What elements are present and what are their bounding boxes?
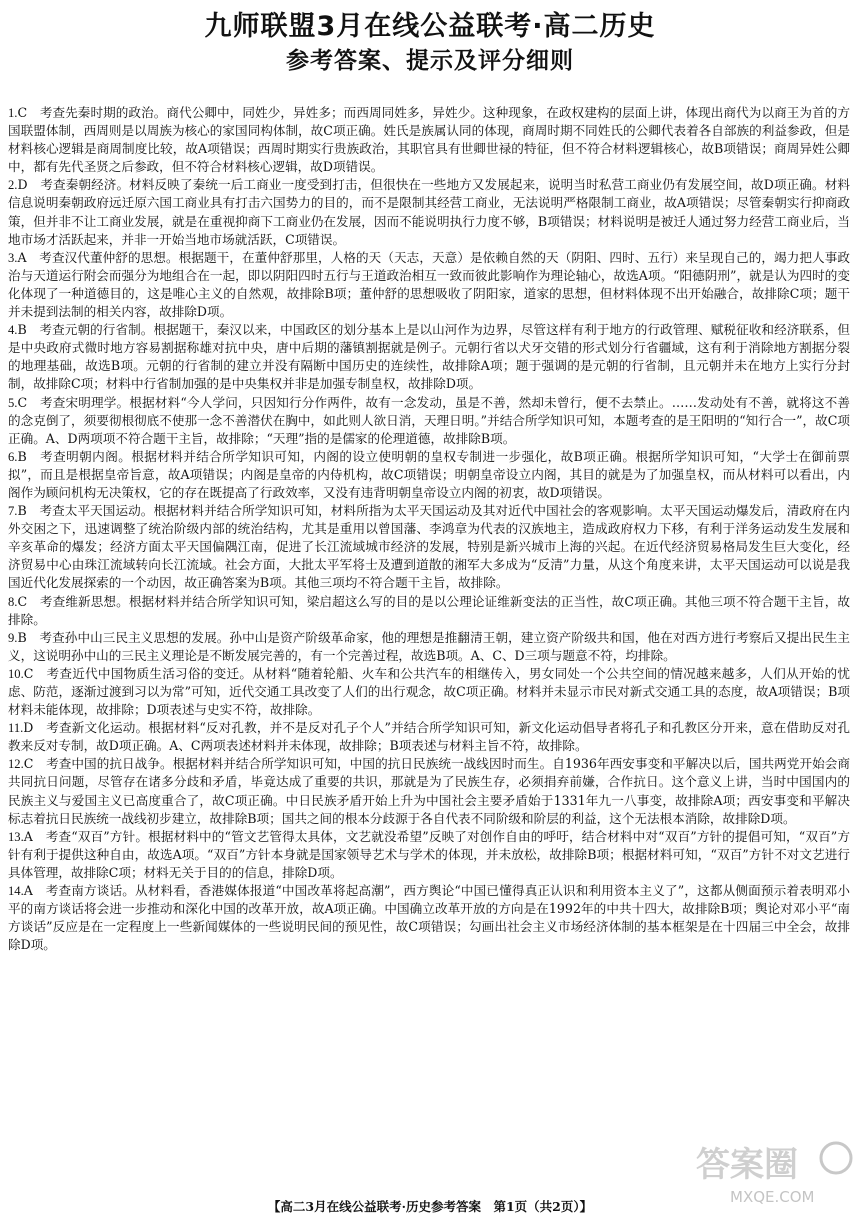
answer-text: C 考查宋明理学。根据材料“今人学问，只因知行分作两件，故有一念发动，虽是不善，然却未曾行，便不去禁止。……发动处有不善，就将这不善的念克倒了，须要彻根彻底不使那一念不善潜伏在胸中，如此则人欲日消，天理日明。”并结合所学知识可知，本题考查的是王阳明的“知行合一”，故C项正确。A、D两项项不符合题干主旨，故排除；“天理”指的是儒家的伦理道德，故排除B项。: [8, 394, 850, 446]
watermark-url: MXQE.COM: [730, 1188, 815, 1206]
document-subtitle: 参考答案、提示及评分细则: [286, 48, 574, 74]
answer-number: 11.: [8, 721, 24, 736]
answer-item-1: [8, 104, 850, 176]
answer-list: [8, 104, 850, 954]
answer-item-3: [8, 249, 850, 321]
answer-number: 9.: [8, 630, 18, 645]
answer-number: 8.: [8, 594, 18, 609]
answer-text: A 考查“双百”方针。根据材料中的“管文艺管得太具体，文艺就没希望”反映了对创作自由的呼吁，结合材料中对“双百”方针的提倡可知，“双百”方针有利于提供这种自由，故选A项。“双百”方针本身就是国家领导艺术与学术的体现，并未放松，故排除B项；根据材料可知，“双百”方针不对文艺进行具体管理，故排除C项；材料无关于目的的信息，排除D项。: [8, 828, 850, 880]
answer-number: 4.: [8, 323, 18, 338]
answer-number: 13.: [8, 829, 24, 844]
answer-number: 10.: [8, 666, 24, 681]
answer-item-12: [8, 755, 850, 827]
answer-item-4: [8, 321, 850, 393]
answer-number: 3.: [8, 250, 18, 265]
watermark-ring-icon: [821, 1143, 851, 1173]
answer-item-10: [8, 665, 850, 719]
answer-text: B 考查元朝的行省制。根据题干，秦汉以来，中国政区的划分基本上是以山河作为边界，尽管这样有利于地方的行政管理、赋税征收和经济联系，但是中央政府式微时地方容易割据称雄对抗中央，唐中后期的藩镇割据就是例子。元朝行省以犬牙交错的形式划分行省疆域，这有利于消除地方割据分裂的地理基础，故选B项。元朝的行省制的建立并没有隔断中国历史的连续性，故排除A项；题于强调的是元朝的行省制，且元朝并未在地方上实行分封制，故排除C项；材料中行省制加强的是中央集权并非是加强专制皇权，故排除D项。: [8, 322, 850, 392]
answer-number: 7.: [8, 504, 18, 519]
answer-item-14: [8, 882, 850, 954]
answer-text: B 考查明朝内阁。根据材料并结合所学知识可知，内阁的设立使明朝的皇权专制进一步强化，故B项正确。根据所学知识可知，“大学士在御前票拟”，而且是根据皇帝旨意，故A项错误；内阁是皇帝的内侍机构，故C项错误；明朝皇帝设立内阁，其目的就是为了加强皇权，而从材料可以看出，内阁作为顾问机构无决策权，它的存在既提高了行政效率，又没有违背明朝皇帝设立内阁的初衷，故D项错误。: [8, 448, 850, 500]
answer-text: C 考查中国的抗日战争。根据材料并结合所学知识可知，中国的抗日民族统一战线因时而生。自1936年西安事变和平解决以后，国共两党开始会商共同抗日问题，尽管存在诸多分歧和矛盾，毕竟达成了重要的共识，那就是为了民族生存，必须捐弃前嫌，合作抗日。这个意义上讲，当时中国国内的民族主义与爱国主义已高度重合了，故C项正确。中日民族矛盾开始上升为中国社会主要矛盾始于1331年九一八事变，故排除A项；西安事变和平解决标志着抗日民族统一战线初步建立，故排除B项；国共之间的根本分歧源于各自代表不同阶级和阶层的利益，这个无法根本消除，故排除D项。: [8, 756, 850, 826]
answer-text: D 考查秦朝经济。材料反映了秦统一后工商业一度受到打击，但很快在一些地方又发展起来，说明当时私营工商业仍有发展空间，故D项正确。材料信息说明秦朝政府远迁原六国工商业具有打击六国势力的目的，而不是限制其经营工商业，无法说明严格限制工商业，故A项错误；尽管秦朝实行抑商政策，但并非不让工商业发展，就是在重视抑商下工商业仍在发展，因而不能说明执行力度不够，B项错误；材料说明是被迁人通过努力经营工商业后，当地市场才活跃起来，并非一开始当地市场就活跃，C项错误。: [8, 177, 850, 247]
answer-item-7: [8, 502, 850, 592]
answer-number: 14.: [8, 884, 24, 899]
answer-number: 12.: [8, 757, 24, 772]
answer-item-6: [8, 448, 850, 502]
answer-item-11: [8, 719, 850, 755]
answer-text: C 考查先秦时期的政治。商代公卿中，同姓少，异姓多；而西周同姓多，异姓少。这种现象，在政权建构的层面上讲，体现出商代为以商王为首的方国联盟体制，西周则是以周族为核心的家国同构体制，故C项正确。姓氏是族属认同的体现，商周时期不同姓氏的公卿代表着各自部族的利益参政，但是材料核心逻辑是商周制度比较，故A项错误；西周时期实行贵族政治，其职官具有世卿世禄的特征，但不符合材料逻辑核心，故B项错误；商周异姓公卿中，都有先代圣贤之后参政，但不符合材料核心逻辑，故D项错误。: [8, 105, 850, 175]
answer-number: 2.: [8, 178, 18, 193]
page-footer: 【高二3月在线公益联考·历史参考答案 第1页（共2页）】: [267, 1199, 593, 1214]
answer-text: A 考查汉代董仲舒的思想。根据题干，在董仲舒那里，人格的天（天志，天意）是依赖自然的天（阴阳、四时、五行）来呈现自己的，竭力把人事政治与天道运行附会而强分为地组合在一起，即以阴阳四时五行与王道政治相互一致而彼此影响作为理论轴心，故选A项。“阳德阴刑”，就是认为四时的变化体现了一种道德目的，这是唯心主义的自然观，故排除B项；董仲舒的思想吸收了阴阳家，道家的思想，但材料体现不出开始融合，故排除C项；题干并未提到法制的相关内容，故排除D项。: [8, 249, 850, 320]
answer-item-13: [8, 828, 850, 882]
answer-number: 1.: [8, 106, 18, 120]
answer-item-2: [8, 176, 850, 248]
answer-item-8: [8, 593, 850, 629]
answer-item-9: [8, 629, 850, 665]
watermark-text: 答案圈: [696, 1145, 798, 1185]
answer-text: D 考查新文化运动。根据材料“反对孔教，并不是反对孔子个人”并结合所学知识可知，新文化运动倡导者将孔子和孔教区分开来，意在借助反对孔教来反对专制，故D项正确。A、C两项表述材料并未体现，故排除；B项表述与材料主旨不符，故排除。: [8, 720, 850, 754]
answer-number: 6.: [8, 449, 18, 464]
answer-number: 5.: [8, 395, 18, 410]
answer-text: A 考查南方谈话。从材料看，香港媒体报道“中国改革将起高潮”，西方舆论“中国已懂得真正认识和利用资本主义了”，这都从侧面预示着表明邓小平的南方谈话将会进一步推动和深化中国的改革开放，故A项正确。中国确立改革开放的方向是在1992年的中共十四大，故排除B项；舆论对邓小平“南方谈话”反应是在一定程度上一些新闻媒体的一些说明民间的预见性，故C项错误；勾画出社会主义市场经济体制的基本框架是在十四届三中全会，故排除D项。: [8, 883, 850, 953]
answer-text: B 考查孙中山三民主义思想的发展。孙中山是资产阶级革命家，他的理想是推翻清王朝，建立资产阶级共和国，他在对西方进行考察后又提出民生主义，这说明孙中山的三民主义理论是不断发展完善的，有一个完善过程，故选B项。A、C、D三项与题意不符，均排除。: [8, 629, 850, 663]
answer-text: B 考查太平天国运动。根据材料并结合所学知识可知，材料所指为太平天国运动及其对近代中国社会的客观影响。太平天国运动爆发后，清政府在内外交困之下，迅速调整了统治阶级内部的统治结构，尤其是重用以曾国藩、李鸿章为代表的汉族地主，造成政府权力下移，有利于洋务运动发生发展和辛亥革命的爆发；经济方面太平天国偏隅江南，促进了长江流域城市经济的发展，特别是新兴城市上海的兴起。在近代经济贸易格局发生巨大变化，经济贸易中心由珠江流域转向长江流域。社会方面，大批太平军将士及遭到道散的湘军大多成为“反清”力量，从这个角度来讲，太平天国运动可以说是我国近代化发展探索的一个动因，故正确答案为B项。其他三项均不符合题干主旨，故排除。: [8, 503, 850, 591]
answer-text: C 考查近代中国物质生活习俗的变迁。从材料“随着轮船、火车和公共汽车的相继传入，男女同处一个公共空间的情况越来越多，人们从开始的忧虑、防范，逐渐过渡到习以为常”可知，近代交通工具改变了人们的出行观念，故C项正确。材料并未显示市民对新式交通工具的态度，故A项错误；B项材料未能体现，故排除；D项表述与史实不符，故排除。: [8, 665, 850, 718]
answer-text: C 考查维新思想。根据材料并结合所学知识可知，梁启超这么写的目的是以公理论证维新变法的正当性，故C项正确。其他三项不符合题干主旨，故排除。: [8, 593, 850, 627]
answer-item-5: [8, 394, 850, 448]
document-title: 九师联盟3月在线公益联考·高二历史: [204, 11, 656, 42]
